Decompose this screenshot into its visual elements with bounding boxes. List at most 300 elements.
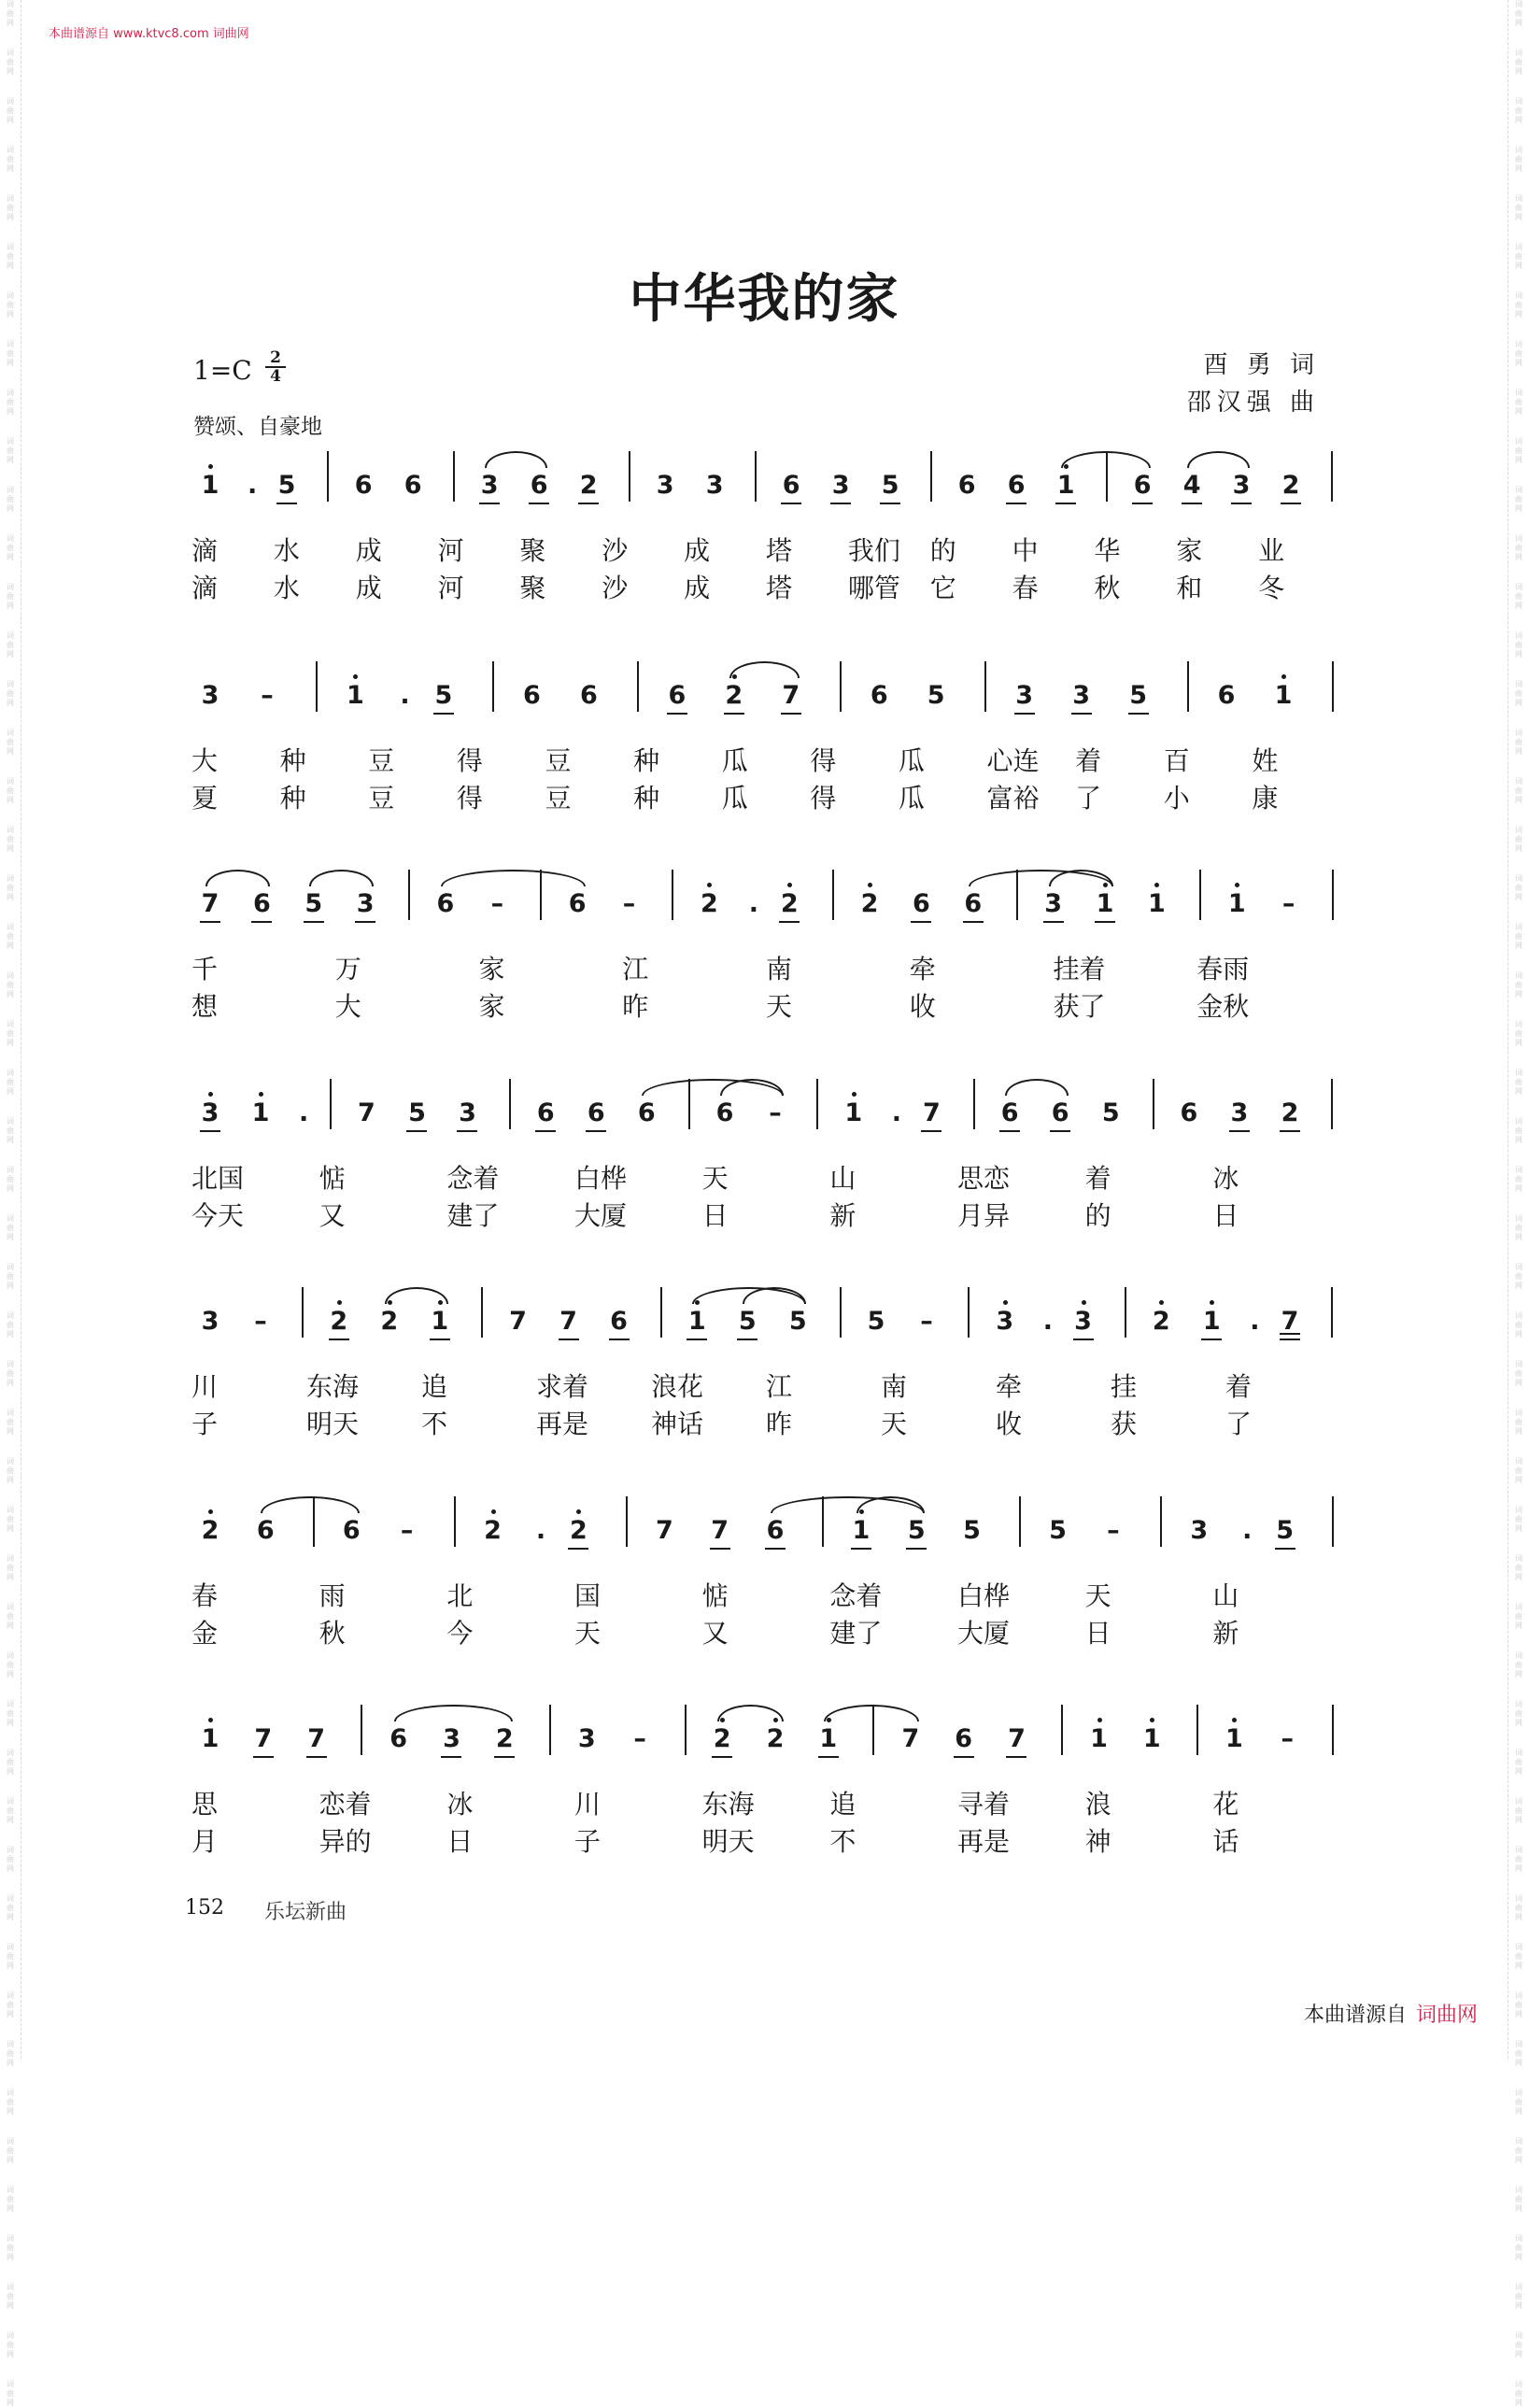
- watermark-glyphs: 词 曲 网: [7, 1554, 14, 1581]
- lyric-word: 昨: [622, 991, 649, 1022]
- lyric-word: 子: [191, 1409, 219, 1439]
- lyric-word: 山: [1212, 1580, 1239, 1611]
- watermark-glyphs: 词 曲 网: [7, 1166, 14, 1193]
- note: 2: [1277, 472, 1305, 500]
- barline: [1332, 661, 1334, 712]
- note: 1: [1052, 472, 1080, 500]
- note: 6: [1046, 1099, 1074, 1127]
- note: 5: [963, 1516, 981, 1545]
- watermark-glyphs: 词 曲 网: [7, 1117, 14, 1144]
- lyric-word: 豆: [545, 745, 572, 776]
- watermark-glyphs: 词 曲 网: [7, 729, 14, 756]
- lyric-word: 不: [421, 1409, 448, 1439]
- lyric-word: 大厦: [957, 1618, 1011, 1649]
- lyric-word: 种: [279, 783, 306, 814]
- slur: [441, 870, 586, 886]
- barline: [816, 1079, 818, 1129]
- lyric-word: 浪花: [651, 1371, 704, 1402]
- score-row: [0, 1725, 1529, 1856]
- watermark-glyphs: 词 曲 网: [1515, 631, 1522, 659]
- watermark-glyphs: 词 曲 网: [7, 389, 14, 416]
- watermark-glyphs: 词 曲 网: [1515, 583, 1522, 610]
- watermark-glyphs: 词 曲 网: [1515, 1846, 1522, 1873]
- note: 3: [437, 1725, 465, 1753]
- watermark-glyphs: 词 曲 网: [7, 1700, 14, 1727]
- note: 6: [342, 1516, 361, 1545]
- barline: [637, 661, 639, 712]
- note: 1: [1220, 1725, 1248, 1753]
- lyric-word: 秋: [319, 1618, 346, 1649]
- note: 3: [577, 1724, 596, 1753]
- slur: [1187, 451, 1250, 468]
- watermark-glyphs: 词 曲 网: [1515, 2089, 1522, 2116]
- lyric-word: 又: [701, 1618, 729, 1649]
- slur: [205, 870, 270, 886]
- note: 5: [867, 1307, 885, 1336]
- sustain-dash: –: [261, 681, 274, 710]
- barline: [1331, 1079, 1333, 1129]
- note: 1: [1142, 890, 1170, 918]
- lyric-word: 秋: [1094, 573, 1121, 603]
- watermark-glyphs: 词 曲 网: [1515, 2331, 1522, 2358]
- watermark-glyphs: 词 曲 网: [1515, 1554, 1522, 1581]
- sustain-dash: –: [920, 1307, 933, 1336]
- sustain-dash: –: [254, 1307, 267, 1336]
- sustain-dash: –: [633, 1724, 646, 1753]
- watermark-glyphs: 词 曲 网: [7, 1506, 14, 1533]
- lyric-word: 着: [1075, 745, 1102, 776]
- score-row: [0, 890, 1529, 1021]
- note: 5: [1271, 1517, 1299, 1545]
- lyric-word: 着: [1225, 1371, 1253, 1402]
- note: 2: [1276, 1099, 1304, 1127]
- note: 6: [531, 1099, 559, 1127]
- watermark-glyphs: 词 曲 网: [7, 1846, 14, 1873]
- note: 5: [876, 472, 904, 500]
- watermark-glyphs: 词 曲 网: [1515, 1506, 1522, 1533]
- watermark-glyphs: 词 曲 网: [7, 2283, 14, 2310]
- sustain-dash: –: [769, 1098, 782, 1127]
- lyric-word: 着: [1084, 1163, 1111, 1194]
- note: 3: [827, 472, 855, 500]
- lyric-word: 瓜: [898, 783, 925, 814]
- note: 1: [814, 1725, 842, 1753]
- barline: [629, 451, 630, 502]
- note: 2: [375, 1308, 403, 1336]
- watermark-glyphs: 词 曲 网: [7, 1749, 14, 1776]
- note: 7: [901, 1724, 920, 1753]
- augmentation-dot: .: [299, 1098, 309, 1127]
- barline: [1187, 661, 1189, 712]
- note: 1: [1091, 890, 1119, 918]
- watermark-glyphs: 词 曲 网: [7, 243, 14, 270]
- watermark-glyphs: 词 曲 网: [7, 340, 14, 367]
- lyric-word: 东海: [306, 1371, 360, 1402]
- lyric-word: 豆: [368, 783, 395, 814]
- lyric-word: 话: [1212, 1826, 1239, 1857]
- note: 2: [564, 1517, 592, 1545]
- lyric-word: 获: [1111, 1409, 1138, 1439]
- lyric-word: 塔: [766, 535, 793, 566]
- lyric-word: 追: [829, 1789, 857, 1820]
- lyric-word: 再是: [957, 1826, 1011, 1857]
- note: 1: [426, 1308, 454, 1336]
- lyric-word: 川: [191, 1371, 219, 1402]
- song-title: 中华我的家: [629, 267, 900, 330]
- lyric-word: 种: [633, 783, 660, 814]
- lyric-word: 小: [1163, 783, 1190, 814]
- watermark-glyphs: 词 曲 网: [7, 437, 14, 464]
- note: 1: [847, 1517, 875, 1545]
- lyric-word: 金秋: [1196, 991, 1250, 1022]
- lyric-word: 了: [1075, 783, 1102, 814]
- lyric-word: 家: [478, 954, 505, 984]
- note: 5: [927, 681, 945, 710]
- note: 3: [453, 1099, 481, 1127]
- watermark-glyphs: 词 曲 网: [1515, 1360, 1522, 1387]
- augmentation-dot: .: [1042, 1307, 1054, 1336]
- augmentation-dot: .: [1242, 1516, 1253, 1545]
- lyric-word: 和: [1176, 573, 1203, 603]
- note: 5: [300, 890, 328, 918]
- lyric-word: 新: [1212, 1618, 1239, 1649]
- note: 2: [196, 1517, 224, 1545]
- score-row: [0, 472, 1529, 602]
- lyric-word: 收: [909, 991, 936, 1022]
- note: 7: [777, 682, 805, 710]
- note: 3: [1068, 682, 1096, 710]
- watermark-glyphs: 词 曲 网: [7, 874, 14, 901]
- lyric-word: 春雨: [1196, 954, 1250, 984]
- note: 1: [1197, 1308, 1225, 1336]
- lyric-word: 冬: [1258, 573, 1285, 603]
- lyric-word: 又: [319, 1200, 346, 1231]
- lyric-word: 日: [1212, 1200, 1239, 1231]
- note: 2: [775, 890, 803, 918]
- note: 3: [351, 890, 379, 918]
- lyric-word: 浪: [1084, 1789, 1111, 1820]
- watermark-glyphs: 词 曲 网: [7, 826, 14, 853]
- note: 6: [389, 1724, 408, 1753]
- lyric-word: 天: [574, 1618, 602, 1649]
- note: 1: [1138, 1725, 1166, 1753]
- lyric-word: 恋着: [319, 1789, 372, 1820]
- barline: [1125, 1287, 1126, 1338]
- watermark-glyphs: 词 曲 网: [7, 1069, 14, 1096]
- lyric-word: 中: [1012, 535, 1039, 566]
- lyric-word: 金: [191, 1618, 219, 1649]
- barline: [973, 1079, 975, 1129]
- barline: [1331, 1287, 1333, 1338]
- augmentation-dot: .: [535, 1516, 546, 1545]
- watermark-glyphs: 词 曲 网: [1515, 1991, 1522, 2018]
- lyric-word: 南: [881, 1371, 908, 1402]
- note: 5: [1101, 1098, 1120, 1127]
- note: 6: [582, 1099, 610, 1127]
- lyric-word: 异的: [319, 1826, 372, 1857]
- note: 6: [256, 1516, 275, 1545]
- barline: [453, 451, 455, 502]
- watermark-glyphs: 词 曲 网: [7, 680, 14, 707]
- watermark-glyphs: 词 曲 网: [1515, 1263, 1522, 1290]
- lyric-word: 沙: [602, 535, 629, 566]
- watermark-glyphs: 词 曲 网: [7, 2331, 14, 2358]
- sustain-dash: –: [1281, 889, 1295, 918]
- barline: [509, 1079, 511, 1129]
- slur: [717, 1705, 784, 1721]
- lyric-word: 天: [766, 991, 793, 1022]
- note: 1: [247, 1099, 275, 1127]
- note: 3: [201, 681, 219, 710]
- barline: [660, 1287, 662, 1338]
- watermark-glyphs: 词 曲 网: [7, 291, 14, 319]
- note: 3: [196, 1099, 224, 1127]
- lyric-word: 江: [622, 954, 649, 984]
- slur: [729, 661, 800, 678]
- lyric-word: 惦: [701, 1580, 729, 1611]
- augmentation-dot: .: [1250, 1307, 1260, 1336]
- augmentation-dot: .: [247, 471, 258, 500]
- bottom-source-credit: [1304, 1999, 1478, 2028]
- watermark-glyphs: 词 曲 网: [1515, 2186, 1522, 2213]
- lyric-word: 春: [1012, 573, 1039, 603]
- lyric-word: 我们: [847, 535, 900, 566]
- note: 5: [733, 1308, 761, 1336]
- watermark-glyphs: 词 曲 网: [7, 1263, 14, 1290]
- lyric-word: 春: [191, 1580, 219, 1611]
- barline: [327, 451, 329, 502]
- lyric-word: 水: [273, 535, 300, 566]
- note: 7: [555, 1308, 583, 1336]
- watermark-glyphs: 词 曲 网: [1515, 1797, 1522, 1824]
- watermark-glyphs: 词 曲 网: [1515, 1651, 1522, 1679]
- lyric-word: 聚: [519, 573, 546, 603]
- note: 1: [840, 1099, 868, 1127]
- slur: [485, 451, 547, 468]
- page-number: 152: [185, 1896, 224, 1919]
- barline: [840, 661, 842, 712]
- watermark-glyphs: 词 曲 网: [1515, 2380, 1522, 2407]
- watermark-glyphs: 词 曲 网: [1515, 2234, 1522, 2261]
- note: 6: [605, 1308, 633, 1336]
- watermark-glyphs: 词 曲 网: [7, 1457, 14, 1484]
- note: 2: [574, 472, 602, 500]
- note: 2: [479, 1517, 507, 1545]
- note: 2: [856, 890, 884, 918]
- lyric-word: 子: [574, 1826, 602, 1857]
- note: 7: [706, 1517, 734, 1545]
- note: 1: [683, 1308, 711, 1336]
- lyric-word: 滴: [191, 573, 219, 603]
- watermark-glyphs: 词 曲 网: [1515, 1214, 1522, 1241]
- score-row: [0, 1517, 1529, 1648]
- watermark-glyphs: 词 曲 网: [1515, 1117, 1522, 1144]
- lyric-word: 日: [1084, 1618, 1111, 1649]
- lyric-word: 瓜: [721, 783, 748, 814]
- note: 3: [991, 1308, 1019, 1336]
- watermark-glyphs: 词 曲 网: [7, 2089, 14, 2116]
- lyric-word: 成: [684, 573, 711, 603]
- note: 6: [403, 471, 422, 500]
- lyric-word: 万: [334, 954, 361, 984]
- watermark-glyphs: 词 曲 网: [1515, 1749, 1522, 1776]
- lyric-word: 种: [633, 745, 660, 776]
- barline: [1061, 1705, 1063, 1755]
- lyric-word: 牵: [909, 954, 936, 984]
- lyric-word: 康: [1252, 783, 1279, 814]
- lyric-word: 思恋: [957, 1163, 1011, 1194]
- score-row: [0, 682, 1529, 813]
- barline: [840, 1287, 842, 1338]
- watermark-glyphs: 词 曲 网: [7, 2380, 14, 2407]
- slur: [824, 1705, 919, 1721]
- barline: [1153, 1079, 1154, 1129]
- lyric-word: 的: [929, 535, 956, 566]
- note: 6: [354, 471, 373, 500]
- note: 1: [196, 1725, 224, 1753]
- watermark-glyphs: 词 曲 网: [1515, 2283, 1522, 2310]
- lyric-word: 白桦: [957, 1580, 1011, 1611]
- note: 2: [720, 682, 748, 710]
- lyric-word: 昨: [766, 1409, 793, 1439]
- note: 5: [430, 682, 458, 710]
- note: 6: [436, 889, 455, 918]
- lyric-word: 家: [478, 991, 505, 1022]
- lyric-word: 国: [574, 1580, 602, 1611]
- watermark-glyphs: 词 曲 网: [1515, 1166, 1522, 1193]
- lyric-word: 想: [191, 991, 219, 1022]
- watermark-glyphs: 词 曲 网: [7, 2040, 14, 2067]
- barline: [984, 661, 986, 712]
- watermark-glyphs: 词 曲 网: [1515, 2040, 1522, 2067]
- watermark-glyphs: 词 曲 网: [7, 146, 14, 173]
- lyric-word: 心连: [986, 745, 1040, 776]
- watermark-glyphs: 词 曲 网: [1515, 49, 1522, 76]
- lyric-word: 了: [1225, 1409, 1253, 1439]
- watermark-glyphs: 词 曲 网: [7, 1797, 14, 1824]
- lyric-word: 豆: [368, 745, 395, 776]
- augmentation-dot: .: [400, 681, 410, 710]
- watermark-glyphs: 词 曲 网: [7, 923, 14, 950]
- lyric-word: 聚: [519, 535, 546, 566]
- note: 6: [1002, 472, 1030, 500]
- lyric-word: 北国: [191, 1163, 245, 1194]
- watermark-glyphs: 词 曲 网: [7, 1360, 14, 1387]
- sustain-dash: –: [400, 1516, 414, 1545]
- lyric-word: 获了: [1053, 991, 1106, 1022]
- lyric-word: 千: [191, 954, 219, 984]
- lyric-word: 天: [1084, 1580, 1111, 1611]
- note: 6: [777, 472, 805, 500]
- barline: [832, 870, 834, 920]
- watermark-glyphs: 词 曲 网: [7, 194, 14, 221]
- watermark-glyphs: 词 曲 网: [1515, 243, 1522, 270]
- watermark-glyphs: 词 曲 网: [7, 1409, 14, 1436]
- note: 5: [273, 472, 301, 500]
- lyric-word: 南: [766, 954, 793, 984]
- watermark-glyphs: 词 曲 网: [7, 486, 14, 513]
- source-brand: 词曲网: [1415, 2004, 1478, 2027]
- note: 1: [196, 472, 224, 500]
- lyric-word: 挂: [1111, 1371, 1138, 1402]
- watermark-glyphs: 词 曲 网: [1515, 291, 1522, 319]
- watermark-glyphs: 词 曲 网: [1515, 826, 1522, 853]
- barline: [361, 1705, 362, 1755]
- barline: [454, 1496, 456, 1547]
- note: 7: [1276, 1308, 1304, 1336]
- watermark-glyphs: 词 曲 网: [1515, 1020, 1522, 1047]
- note: 6: [1128, 472, 1156, 500]
- slur: [394, 1705, 514, 1721]
- lyricist-credit: 酉 勇 词: [1203, 351, 1320, 379]
- watermark-glyphs: 词 曲 网: [7, 2234, 14, 2261]
- note: 5: [902, 1517, 930, 1545]
- lyric-word: 神: [1084, 1826, 1111, 1857]
- barline: [968, 1287, 970, 1338]
- note: 7: [303, 1725, 331, 1753]
- lyric-word: 今天: [191, 1200, 245, 1231]
- note: 6: [523, 681, 541, 710]
- time-signature: [265, 349, 286, 385]
- sustain-dash: –: [1281, 1724, 1294, 1753]
- note: 6: [761, 1517, 789, 1545]
- lyric-word: 种: [279, 745, 306, 776]
- watermark-glyphs: 词 曲 网: [1515, 1943, 1522, 1970]
- lyric-word: 成: [355, 573, 382, 603]
- watermark-glyphs: 词 曲 网: [1515, 194, 1522, 221]
- lyric-word: 建了: [829, 1618, 883, 1649]
- lyric-word: 大: [334, 991, 361, 1022]
- watermark-glyphs: 词 曲 网: [1515, 680, 1522, 707]
- lyric-word: 白桦: [574, 1163, 628, 1194]
- slur: [1005, 1079, 1069, 1096]
- sustain-dash: –: [622, 889, 636, 918]
- note: 4: [1178, 472, 1206, 500]
- lyric-word: 东海: [701, 1789, 755, 1820]
- note: 7: [196, 890, 224, 918]
- watermark-glyphs: 词 曲 网: [7, 2137, 14, 2164]
- note: 6: [996, 1099, 1024, 1127]
- note: 2: [325, 1308, 353, 1336]
- barline: [1196, 1705, 1198, 1755]
- lyric-word: 成: [684, 535, 711, 566]
- note: 6: [248, 890, 276, 918]
- lyric-word: 家: [1176, 535, 1203, 566]
- note: 7: [1002, 1725, 1030, 1753]
- lyric-word: 雨: [319, 1580, 346, 1611]
- lyric-word: 山: [829, 1163, 857, 1194]
- note: 2: [708, 1725, 736, 1753]
- note: 1: [1223, 890, 1251, 918]
- barline: [1019, 1496, 1021, 1547]
- lyric-word: 月异: [957, 1200, 1011, 1231]
- watermark-glyphs: 词 曲 网: [1515, 437, 1522, 464]
- note: 2: [490, 1725, 518, 1753]
- lyric-word: 天: [701, 1163, 729, 1194]
- slur: [1061, 451, 1151, 468]
- lyric-word: 建了: [446, 1200, 500, 1231]
- lyric-word: 豆: [545, 783, 572, 814]
- watermark-glyphs: 词 曲 网: [1515, 340, 1522, 367]
- lyric-word: 得: [810, 783, 837, 814]
- lyric-word: 月: [191, 1826, 219, 1857]
- lyric-word: 河: [437, 535, 464, 566]
- lyric-word: 明天: [306, 1409, 360, 1439]
- watermark-glyphs: 词 曲 网: [1515, 1409, 1522, 1436]
- note: 6: [1180, 1098, 1198, 1127]
- sustain-dash: –: [1107, 1516, 1120, 1545]
- lyric-word: 冰: [1212, 1163, 1239, 1194]
